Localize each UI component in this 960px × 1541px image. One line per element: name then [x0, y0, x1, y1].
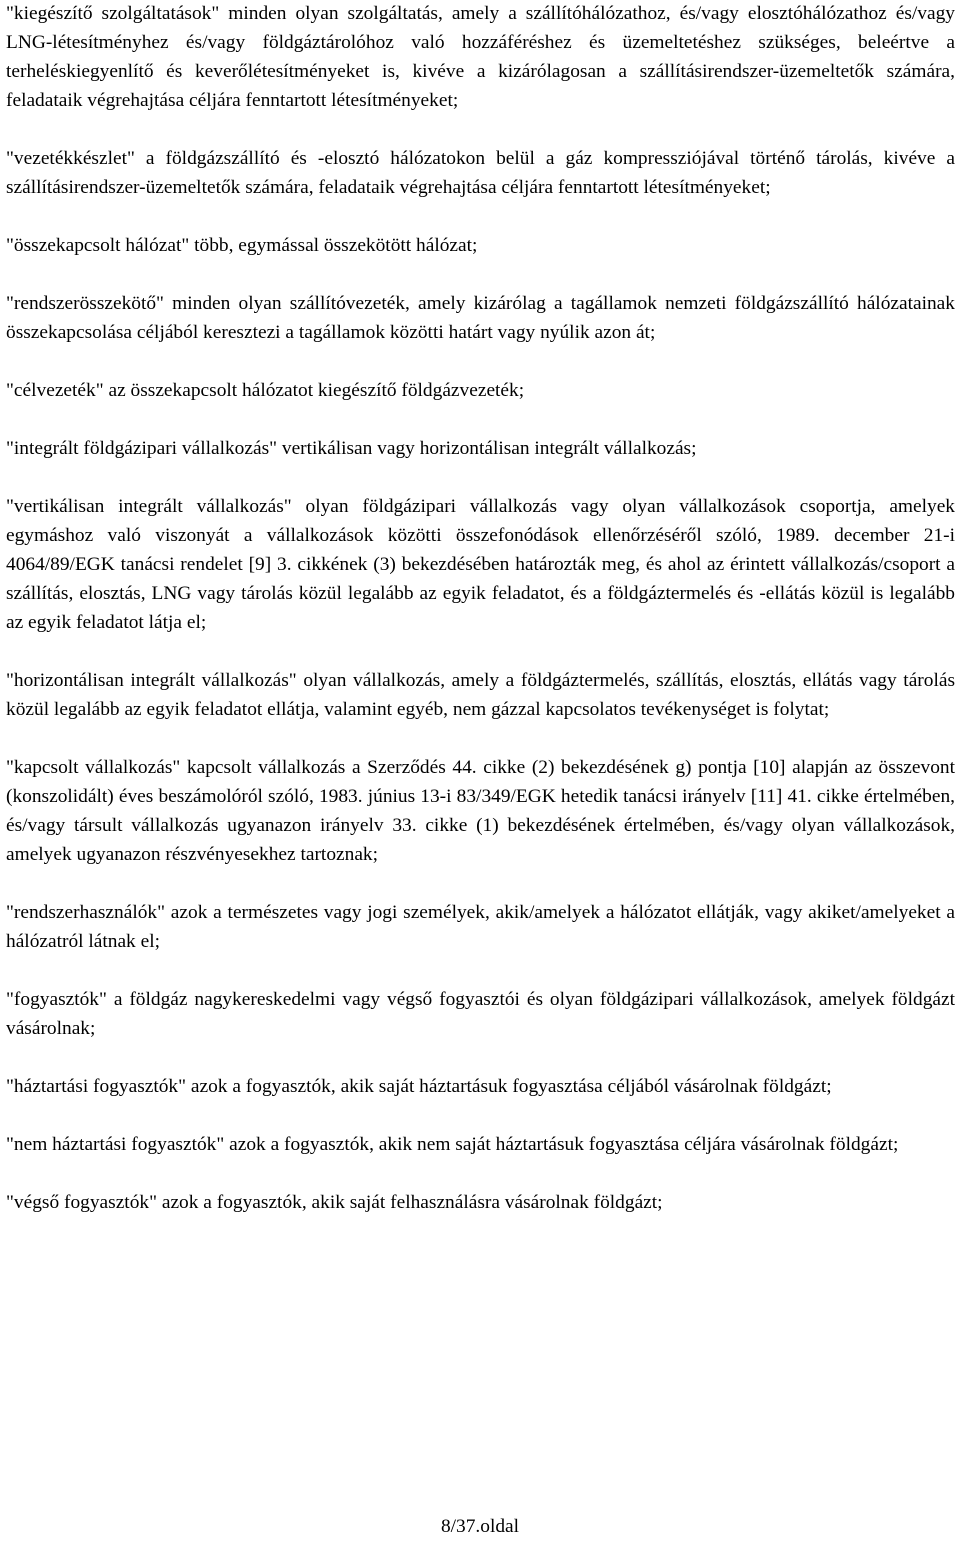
definition-paragraph: "kapcsolt vállalkozás" kapcsolt vállalkozás a Szerződés 44. cikke (2) bekezdésének g) pontja [10] alapján az összevont (konszolidált) éves beszámolóról szóló, 1983. június 13-i 83/349/EGK hetedik tanácsi irányelv [11] 41. cikke értelmében, és/vagy társult vállalkozás ugyanazon irányelv 33. cikke (1) bekezdésének értelmében, és/vagy olyan vállalkozások, amelyek ugyanazon részvényesekhez tartoznak; — [6, 757, 955, 865]
definition-paragraph: "célvezeték" az összekapcsolt hálózatot kiegészítő földgázvezeték; — [6, 380, 525, 401]
definition-paragraph: "fogyasztók" a földgáz nagykereskedelmi vagy végső fogyasztói és olyan földgázipari vállalkozások, amelyek földgázt vásárolnak; — [6, 989, 955, 1039]
definition-paragraph: "horizontálisan integrált vállalkozás" olyan vállalkozás, amely a földgáztermelés, szállítás, elosztás, ellátás vagy tárolás közül legalább az egyik feladatot ellátja, valamint egyéb, nem gázzal kapcsolatos tevékenységet is folytat; — [6, 670, 955, 720]
definition-paragraph: "nem háztartási fogyasztók" azok a fogyasztók, akik nem saját háztartásuk fogyasztása céljára vásárolnak földgázt; — [6, 1134, 899, 1155]
definition-paragraph: "rendszerhasználók" azok a természetes vagy jogi személyek, akik/amelyek a hálózatot ellátják, vagy akiket/amelyeket a hálózatról látnak el; — [6, 902, 955, 952]
definition-paragraph: "összekapcsolt hálózat" több, egymással összekötött hálózat; — [6, 235, 478, 256]
definition-paragraph: "kiegészítő szolgáltatások" minden olyan szolgáltatás, amely a szállítóhálózathoz, és/vagy elosztóhálózathoz és/vagy LNG-létesítményhez és/vagy földgáztárolóhoz való hozzáféréshez és üzemeltetéshez szükséges, beleértve a terheléskiegyenlítő és keverőlétesítményeket is, kivéve a kizárólagosan a szállításirendszer-üzemeltetők számára, feladataik végrehajtása céljára fenntartott létesítményeket; — [6, 3, 955, 111]
definition-paragraph: "integrált földgázipari vállalkozás" vertikálisan vagy horizontálisan integrált vállalkozás; — [6, 438, 697, 459]
definition-paragraph: "rendszerösszekötő" minden olyan szállítóvezeték, amely kizárólag a tagállamok nemzeti földgázszállító hálózatainak összekapcsolása céljából keresztezi a tagállamok közötti határt vagy nyúlik azon át; — [6, 293, 955, 343]
definition-paragraph: "vezetékkészlet" a földgázszállító és -elosztó hálózatokon belül a gáz kompressziójával történő tárolás, kivéve a szállításirendszer-üzemeltetők számára, feladataik végrehajtása céljára fenntartott létesítményeket; — [6, 148, 955, 198]
page-number: 8/37.oldal — [440, 1516, 520, 1537]
definition-paragraph: "vertikálisan integrált vállalkozás" olyan földgázipari vállalkozás vagy olyan vállalkozások csoportja, amelyek egymáshoz való viszonyát a vállalkozások közötti összefonódások ellenőrzéséről szóló, 1989. december 21-i 4064/89/EGK tanácsi rendelet [9] 3. cikkének (3) bekezdésében határozták meg, és ahol az érintett vállalkozás/csoport a szállítás, elosztás, LNG vagy tárolás közül legalább az egyik feladatot, és a földgáztermelés és -ellátás közül is legalább az egyik feladatot látja el; — [6, 496, 955, 633]
definition-paragraph: "végső fogyasztók" azok a fogyasztók, akik saját felhasználásra vásárolnak földgázt; — [6, 1192, 663, 1213]
document-page — [6, 0, 955, 1537]
definition-paragraph: "háztartási fogyasztók" azok a fogyasztók, akik saját háztartásuk fogyasztása céljából vásárolnak földgázt; — [6, 1076, 832, 1097]
